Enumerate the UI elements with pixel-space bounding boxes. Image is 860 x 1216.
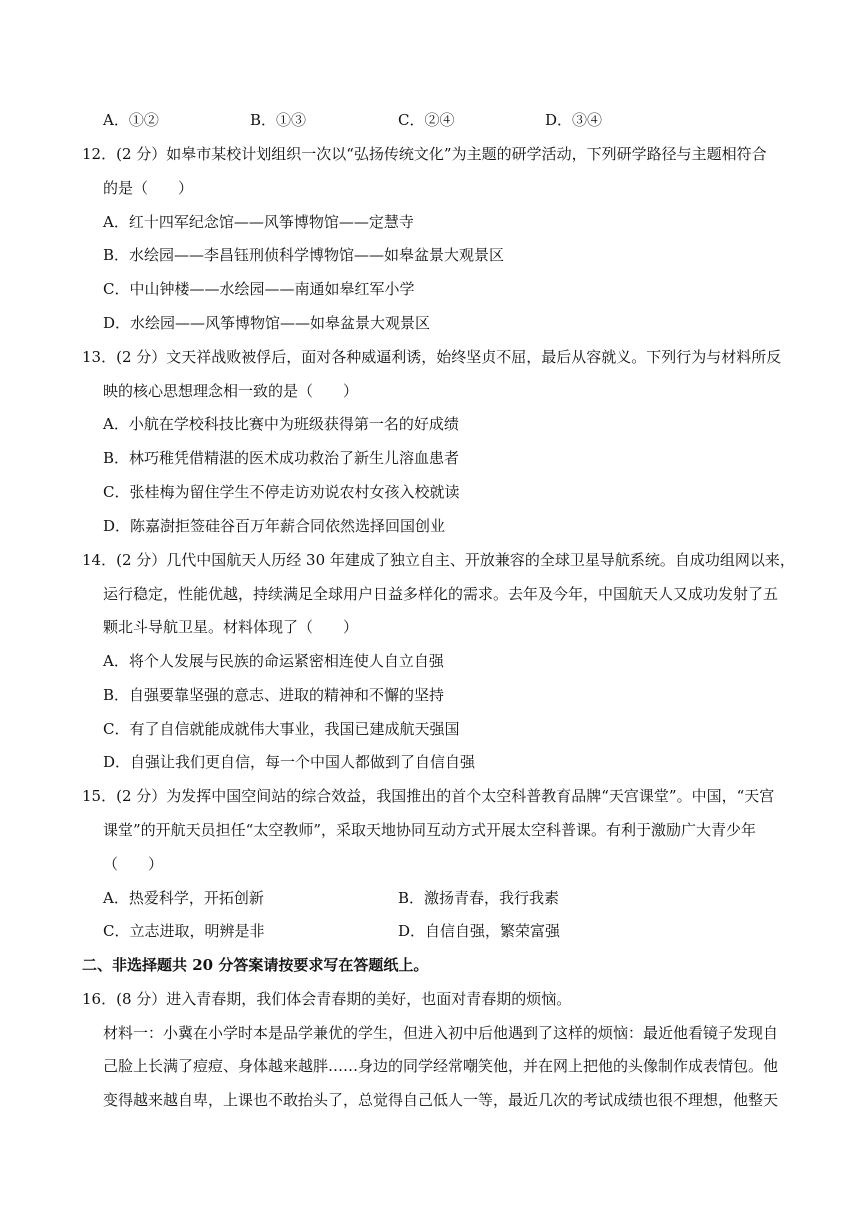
q12-option-c: C．中山钟楼——水绘园——南通如皋红军小学 [103,280,415,298]
q13-stem-line2: 映的核心思想理念相一致的是（ ） [103,382,359,400]
q14-option-b: B．自强要靠坚强的意志、进取的精神和不懈的坚持 [103,686,445,704]
q14-stem-line3: 颗北斗导航卫星。材料体现了（ ） [103,618,359,636]
q16-stem-line1: 16．(8 分）进入青春期，我们体会青春期的美好，也面对青春期的烦恼。 [82,990,572,1008]
q15-option-a: A．热爱科学，开拓创新 [103,889,264,907]
q15-stem-line3: （ ） [103,855,164,873]
q15-stem-line2: 课堂”的开航天员担任“太空教师”，采取天地协同互动方式开展太空科普课。有利于激励广大青少年 [103,821,757,839]
q12-option-b: B．水绘园——李昌钰刑侦科学博物馆——如皋盆景大观景区 [103,246,505,264]
q14-stem-line2: 运行稳定，性能优越，持续满足全球用户日益多样化的需求。去年及今年，中国航天人又成功发射了五 [103,585,779,603]
q15-stem-line1: 15．(2 分）为发挥中国空间站的综合效益，我国推出的首个太空科普教育品牌“天宫课堂”。中国，“天宫 [82,787,775,805]
q12-stem-line1: 12．(2 分）如皋市某校计划组织一次以“弘扬传统文化”为主题的研学活动，下列研学路径与主题相符合 [82,145,767,163]
q13-option-c: C．张桂梅为留住学生不停走访劝说农村女孩入校就读 [103,483,460,501]
q14-option-d: D．自强让我们更自信，每一个中国人都做到了自信自强 [103,753,476,771]
q11-option-c: C．②④ [398,111,455,129]
q11-option-d: D．③④ [545,111,603,129]
q14-option-a: A．将个人发展与民族的命运紧密相连使人自立自强 [103,652,444,670]
q16-material-line2: 己脸上长满了痘痘、身体越来越胖……身边的同学经常嘲笑他，并在网上把他的头像制作成表情包。他 [103,1057,779,1075]
q13-option-b: B．林巧稚凭借精湛的医术成功救治了新生儿溶血患者 [103,449,460,467]
q16-material-line3: 变得越来越自卑，上课也不敢抬头了，总觉得自己低人一等，最近几次的考试成绩也很不理想，他整天 [103,1091,779,1109]
q13-option-a: A．小航在学校科技比赛中为班级获得第一名的好成绩 [103,415,459,433]
q14-stem-line1: 14．(2 分）几代中国航天人历经 30 年建成了独立自主、开放兼容的全球卫星导航系统。自成功组网以来， [82,551,795,569]
q13-stem-line1: 13．(2 分）文天祥战败被俘后，面对各种威逼利诱，始终坚贞不屈，最后从容就义。下列行为与材料所反 [82,348,782,366]
q15-option-d: D．自信自强，繁荣富强 [398,922,561,940]
q16-material-line1: 材料一：小冀在小学时本是品学兼优的学生，但进入初中后他遇到了这样的烦恼：最近他看镜子发现自 [103,1024,779,1042]
q14-option-c: C．有了自信就能成就伟大事业，我国已建成航天强国 [103,720,460,738]
q12-stem-line2: 的是（ ） [103,179,194,197]
q15-option-c: C．立志进取，明辨是非 [103,922,265,940]
q11-option-a: A．①② [103,111,159,129]
q12-option-d: D．水绘园——风筝博物馆——如皋盆景大观景区 [103,314,431,332]
q15-option-b: B．激扬青春，我行我素 [398,889,560,907]
q13-option-d: D．陈嘉澍拒签硅谷百万年薪合同依然选择回国创业 [103,517,446,535]
q11-option-b: B．①③ [250,111,307,129]
section-heading: 二、非选择题共 20 分答案请按要求写在答题纸上。 [82,956,429,974]
q12-option-a: A．红十四军纪念馆——风筝博物馆——定慧寺 [103,213,414,231]
